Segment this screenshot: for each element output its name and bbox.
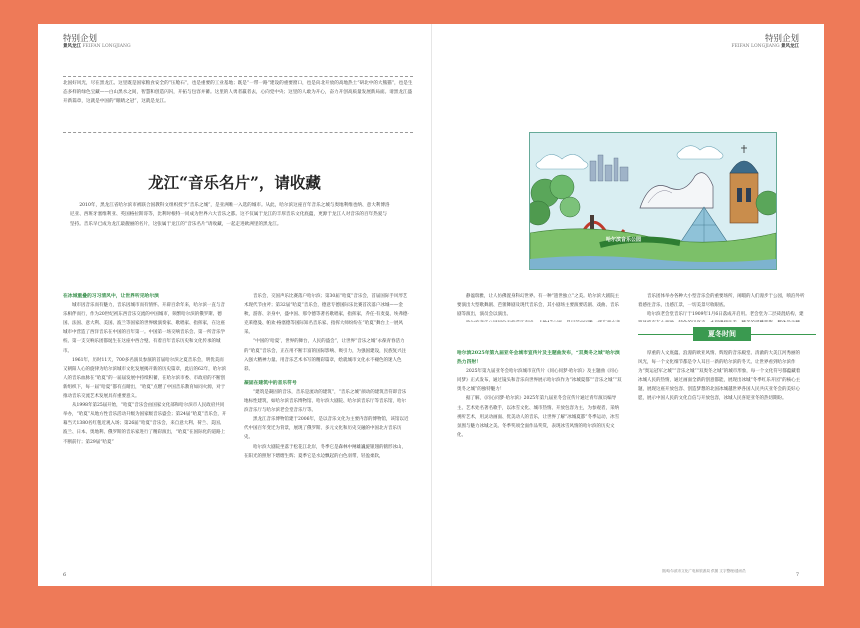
lead-paragraph: 2010年，黑龙江省哈尔滨市被联合国教科文组织授予“音乐之城”，是亚洲唯一入选的城市。从此，哈尔滨这座百年音乐之城与奥地利维也纳、意大利博洛尼亚、西班牙塞维利亚、英国格拉斯哥等，比利时根特一同成为世界六大音乐之都。这不仅属于龙江的丰厚音乐文化底蕴，更源于龙江人对音乐的百年热爱与坚持。音乐早已成为龙江最靓丽的名片，这张属于龙江的“音乐名片”请收藏，一起走进欧洲里的黑龙江。 <box>70 203 390 227</box>
intro-paragraph: 北国好风光，尽在黑龙江。这里既是国家粮食安全的“压舱石”，也是重要的工业基地；既是“一带一路”建设的重要窗口，也是向北开放的高地热土“研北中的大熊猫”，也是生态多样的绿色宝藏——白山黑水之间，智慧和创造闪闪，开拓与包容并蓄。这里的人勇者赢者去，心向党中央；这里的人敢为开心，奋力开创高质量发展新局面。请黑龙江盛开新篇章，这就是中国的“眼睛之冠”，这就是龙江。 <box>63 76 413 133</box>
left-header-sub-en: FEIFAN LONGJIANG <box>82 44 131 49</box>
right-page <box>432 24 824 586</box>
right-column-1b <box>457 349 622 564</box>
right-col2b-paragraph: 厚重的人文底蕴、浪漫的欧亚风情、辉煌的音乐殿堂、清澈的大美江河秀丽的风光，每一个文化细节都是令人耳目一新的哈尔滨的冬天。让世界看到哈尔滨作为“奥运冠军之城”“音乐之城”“双奥冬之城”的城市形象，每一个文化符号都蕴藏着冰城人民的热情，通过画面全新的创意都能，展现出冰城“冬季红乐开园”的核心主题，展现这座开放包容、创造梦想的北国冰城越世界各国人民共庆亚冬会的美好心愿，展示中国人民的文化自信与开放包容，冰城人民喜迎亚冬的热切期盼。 <box>638 351 801 402</box>
right-col1b-paragraph: 据了解，《同心同梦·哈尔滨》2025年第九届亚冬会宣传片通过青年演员编导主、艺术处名著名歌手，以冰雪文化、城市热情、开放包容为主，为参观者，采纳视听艺术，用灵动画面、优美动人的音乐，让世界了解“冰城夏都”冬季运动，冰雪氛围与魅力冰城之美。冬季奖项全面作品奖赏，表现冰雪风情的哈尔滨的历史文化、 <box>457 396 620 438</box>
right-col1-paragraph <box>457 319 622 322</box>
col1-paragraph: 城市因音乐而有魅力，音乐因城市而有情怀。开辟百余年来，哈尔滨一直与音乐相伴而行，作为20世纪初东西音乐交流的中国城市，频繁哈尔滨的俄罗斯、德国、法国、意大利、美国、波兰等国家的世界级演奏家、歌唱家、指挥家，在这座城市中营造了西洋音乐在中国的百年第一。中国第一场交响音乐会、第一所音乐学校、第一支交响乐团都诞生在这座中西合璧、有着百年音乐历史和文化传承的城市。 <box>63 303 225 354</box>
left-page <box>38 24 431 586</box>
right-col1b-heading: 哈尔滨2025年第九届亚冬会城市宣传片及主题曲发布，“双奥冬之城”哈尔滨热力四射！ <box>457 350 620 366</box>
right-column-2b <box>638 349 803 554</box>
col1-heading: 在冰城重叠的习习清风中，让世界听见哈尔滨 <box>63 293 159 299</box>
left-column-2 <box>244 292 409 567</box>
right-header-sub-en: FEIFAN LONGJIANG <box>731 44 780 49</box>
section-title <box>638 327 816 341</box>
left-header-sub-bold: 景风龙江 <box>63 44 81 49</box>
right-header-title: 特别企划 <box>764 34 799 44</box>
col2-paragraph: “建筑是凝固的音乐，音乐是流动的建筑”，“音乐之城”颜动的建筑音符即音乐地标性建筑，如哈尔滨音乐博物馆、哈尔滨大剧院、哈尔滨音乐厅等音乐馆，哈尔滨音乐厅与哈尔滨老会堂音乐厅等。 <box>244 389 407 414</box>
music-park-illustration <box>529 132 777 270</box>
right-col2-paragraph: 音乐团体举办各种大小型音乐会的重要场所，闲暇的人们漫步于公园，喷泊外听着感往音乐，出感江景，一切美景尽收眼底。 <box>638 294 805 309</box>
right-header-sub-bold: 景风龙江 <box>781 44 799 49</box>
right-column-2 <box>638 292 808 322</box>
left-page-number: 6 <box>63 572 67 578</box>
col2-paragraph: 哈尔滨大剧院坐落于松花江北岸，冬季它是森林中闸雄巍旋银翅的鹤形冰山，在阳光的照射下熠熠生辉；夏季它是水边飘起的白色羽带，轻盈柔软， <box>244 444 406 459</box>
col2-heading: 凝固在建筑中的音乐符号 <box>244 379 297 386</box>
col2-paragraph: 音乐会，交国声乐比赛落户哈尔滨；第30届“哈夏”音乐会，首届国际手风琴艺术现代节由斧；第32届“哈夏”音乐会，德意专德国际乐比赛首次落户冰城——金秋，游客、亲身中，盛中国、那令德等著名歌唱家，指挥家，乔任·有麦曼、埃弗德·克莱德曼、帕欢·格塞德等国际知名音乐家、指挥大师纷纷在“哈夏”舞台上一展风采。 <box>244 294 409 336</box>
col1-paragraph: 1961年，历时11天，700多名演员参演的首届哈尔滨之夏音乐会，明优美而又朝阳人心的旋律为哈尔滨城市文化发展揭开新的历史篇章，此后的62年，哈尔滨人的音乐血脉在“哈夏”的一届届发展中持续积蓄，在哈尔滨市委、市政府的不断创新组织下，每一届“哈夏”都有点睛出，“哈夏”点燃了中国音乐教育如同火源，对于推动音乐交流艺术发展具有重要意义。 <box>63 357 227 400</box>
magazine-spread <box>38 24 824 586</box>
illustration-banner-text: 哈尔滨音乐公园 <box>606 237 642 243</box>
col2-paragraph: 黑龙江音乐博物馆建于2006年，是以音乐文化为主要内容的博物馆，该馆以近代中国百年变迁为背景，展现了俄罗斯、多元文化和历史交融的中国北方音乐历史。 <box>244 417 409 441</box>
left-column-1 <box>63 292 228 567</box>
right-col1-paragraph: 静谧瑞雅，让人仿佛置身科幻世界。有一种“遗世独立”之美。哈尔滨大剧院主要演出大型歌舞剧、芭蕾舞剧及现代音乐会，其小剧场主要演要话剧、戏曲、音乐剧等演出，演员会以演出。 <box>457 294 620 318</box>
col1-paragraph: 从1998年第25届开始，“哈夏”音乐会由国家文化部和哈尔滨市人民政府共同举办，“哈夏”从地方性音乐活动升级为国家级音乐盛会；第24届“哈夏”音乐会，开幕当天1380名红毯近观入场；第26届“哈夏”音乐会，来自意大利、荷兰、美国、波兰、日本、奥地利、俄罗斯的音乐家进行了精彩演出，“哈夏”在国际化的道路上不断前行；第29届“哈夏” <box>63 403 227 445</box>
right-col1b-paragraph: 2025年第九届亚冬会哈尔滨城市宣传片《同心同梦·哈尔滨》及主题曲《同心同梦》正式发布，通过镜头和音乐向世界展示哈尔滨作为“冰城夏都”“音乐之城”“双奥冬之城”的独特魅力！ <box>457 369 622 393</box>
article-headline: 龙江“音乐名片”，请收藏 <box>148 173 321 192</box>
left-header-title: 特别企划 <box>63 34 98 44</box>
right-column-1 <box>457 292 622 322</box>
col2-paragraph: “中国的‘哈夏’，世界的舞台，人民的盛会”，让世界“音乐之城”永葆青春活力的“哈夏”音乐会，正在用不断丰富的国际影响、吸引力，为强国建设，民族复兴注入强大精神力量。用音乐艺术书写的精彩篇章，绘就城市文化永不褪色的迷人色彩。 <box>244 339 407 372</box>
section-title-badge: 夏冬时间 <box>693 327 751 341</box>
image-credit-footnote: 图/哈尔滨市文化广电和旅游局 供图 文字整理/通讯员 <box>662 569 746 573</box>
illustration-drawing <box>530 133 776 269</box>
right-header-sub <box>731 43 799 49</box>
right-page-number: 7 <box>795 572 799 578</box>
right-col2-paragraph: 哈尔滨老会堂音乐厅于1909年1月6日落成开启用。老会堂为二层砖混结构，建 <box>647 312 804 318</box>
left-header-sub <box>63 43 131 49</box>
